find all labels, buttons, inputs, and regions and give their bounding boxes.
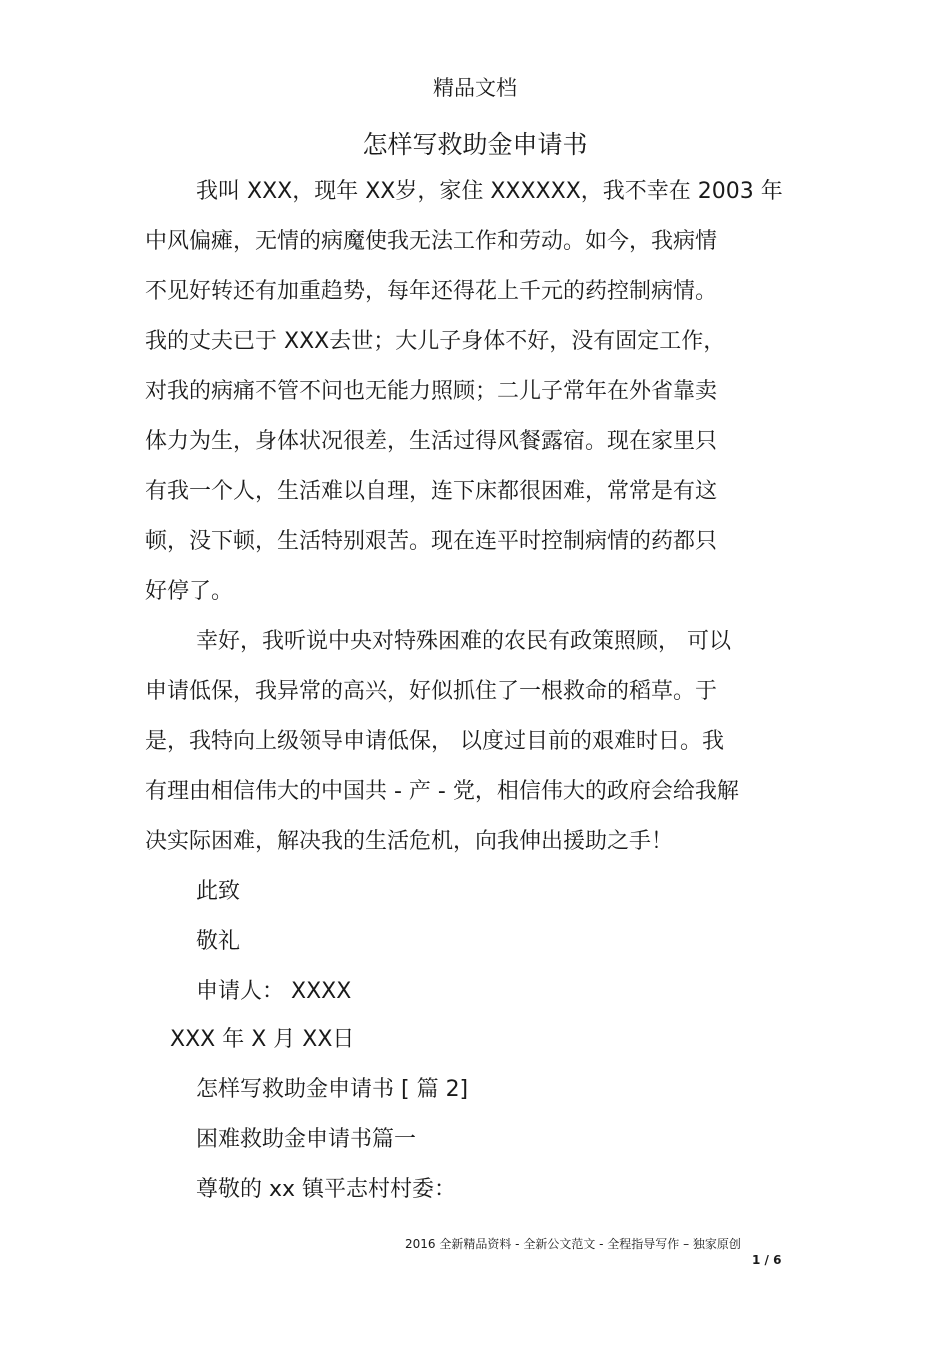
body-line: 好停了。 bbox=[145, 579, 234, 604]
section-title: 怎样写救助金申请书 [ 篇 2] bbox=[196, 1077, 469, 1102]
body-line: 对我的病痛不管不问也无能力照顾；二儿子常年在外省靠卖 bbox=[145, 379, 718, 404]
body-line: 我叫 XXX，现年 XX岁，家住 XXXXXX，我不幸在 2003 年 bbox=[196, 179, 783, 204]
body-line: 有我一个人，生活难以自理，连下床都很困难，常常是有这 bbox=[145, 479, 718, 504]
subsection-title: 困难救助金申请书篇一 bbox=[196, 1127, 417, 1152]
body-line: 有理由相信伟大的中国共 - 产 - 党，相信伟大的政府会给我解 bbox=[145, 779, 739, 804]
page-number: 1 / 6 bbox=[752, 1253, 782, 1267]
closing-salutation: 此致 bbox=[196, 879, 241, 904]
body-line: 体力为生，身体状况很差，生活过得风餐露宿。现在家里只 bbox=[145, 429, 718, 454]
page-footer: 2016 全新精品资料 - 全新公文范文 - 全程指导写作 – 独家原创 bbox=[405, 1237, 741, 1251]
document-header: 精品文档 bbox=[433, 76, 517, 100]
body-line: 幸好，我听说中央对特殊困难的农民有政策照顾， 可以 bbox=[196, 629, 731, 654]
body-line: 我的丈夫已于 XXX去世；大儿子身体不好，没有固定工作， bbox=[145, 329, 726, 354]
body-line: 不见好转还有加重趋势，每年还得花上千元的药控制病情。 bbox=[145, 279, 718, 304]
document-title: 怎样写救助金申请书 bbox=[362, 130, 588, 159]
applicant-line: 申请人： XXXX bbox=[196, 979, 352, 1004]
greeting-line: 尊敬的 xx 镇平志村村委： bbox=[196, 1177, 457, 1202]
body-line: 是，我特向上级领导申请低保， 以度过目前的艰难时日。我 bbox=[145, 729, 724, 754]
body-line: 申请低保，我异常的高兴，好似抓住了一根救命的稻草。于 bbox=[145, 679, 718, 704]
closing-regards: 敬礼 bbox=[196, 929, 241, 954]
body-line: 中风偏瘫，无情的病魔使我无法工作和劳动。如今，我病情 bbox=[145, 229, 718, 254]
date-line: XXX 年 X 月 XX日 bbox=[170, 1027, 355, 1052]
body-line: 决实际困难，解决我的生活危机，向我伸出援助之手！ bbox=[145, 829, 674, 854]
body-line: 顿，没下顿，生活特别艰苦。现在连平时控制病情的药都只 bbox=[145, 529, 718, 554]
